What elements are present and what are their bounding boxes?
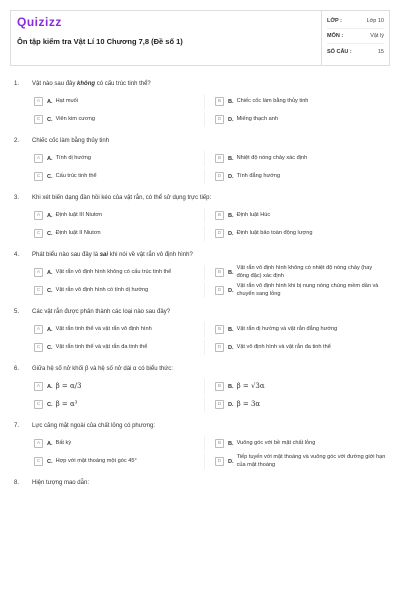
answer-option-a[interactable]	[34, 322, 205, 337]
option-text: Định luật II Niutơn	[55, 229, 101, 236]
option-letter-box: A	[34, 154, 43, 163]
option-text: β = α/3	[55, 381, 82, 390]
option-key: B.	[228, 326, 234, 333]
option-letter-box: C	[34, 172, 43, 181]
option-text: β = 3α	[236, 399, 261, 408]
option-key: D.	[228, 287, 234, 294]
option-letter-box: D	[215, 457, 224, 466]
answer-option-d[interactable]	[215, 112, 386, 127]
question-head	[14, 78, 386, 90]
option-text: Hợp với mặt thoáng một góc 45°	[55, 457, 137, 464]
question-text-pre: Hiện tượng mao dẫn:	[32, 480, 89, 487]
answer-option-b[interactable]	[215, 151, 386, 166]
option-letter-box: A	[34, 211, 43, 220]
option-key: A.	[47, 383, 53, 390]
option-text: Miếng thạch anh	[236, 115, 278, 122]
option-key: C.	[47, 344, 53, 351]
option-key: A.	[47, 440, 53, 447]
option-key: D.	[228, 173, 234, 180]
option-key: A.	[47, 155, 53, 162]
option-letter-box: D	[215, 400, 224, 409]
option-letter-box: C	[34, 229, 43, 238]
question-head	[14, 420, 386, 432]
option-text: β = √3α	[236, 381, 265, 390]
answer-option-c[interactable]	[34, 226, 205, 241]
option-key: C.	[47, 287, 53, 294]
question-head	[14, 135, 386, 147]
option-key: C.	[47, 173, 53, 180]
option-text: Nhiệt độ nóng chảy xác định	[236, 154, 308, 161]
option-letter-box: B	[215, 325, 224, 334]
meta-value: 15	[377, 48, 384, 55]
question-text-pre: Vật nào sau đây	[32, 81, 78, 87]
question-text-pre: Khi xét biến dạng đàn hồi kéo của vật rắn, có thể sử dụng trực tiếp:	[32, 195, 212, 201]
question-text-emphasis: không	[77, 81, 96, 87]
question-text-pre: Chiếc cốc làm bằng thủy tinh	[32, 138, 110, 144]
option-text: Cấu trúc tinh thể	[55, 172, 97, 179]
meta-value: Lớp 10	[366, 18, 384, 24]
option-text: Tính dị hướng	[55, 154, 91, 161]
question-head	[14, 363, 386, 375]
question-head	[14, 249, 386, 261]
answer-options	[34, 322, 386, 355]
answer-option-d[interactable]	[215, 397, 386, 412]
question	[14, 135, 386, 184]
option-text: Vật rắn dị hướng và vật rắn đẳng hướng	[236, 325, 338, 332]
answer-option-d[interactable]	[215, 283, 386, 298]
worksheet-header	[10, 10, 390, 66]
option-letter-box: A	[34, 325, 43, 334]
option-letter-box: B	[215, 154, 224, 163]
option-text: Vật vô định hình và vật rắn đa tinh thể	[236, 343, 331, 350]
option-key: A.	[47, 326, 53, 333]
header-title-area	[11, 11, 321, 65]
answer-option-a[interactable]	[34, 436, 205, 451]
answer-option-a[interactable]	[34, 208, 205, 223]
question-text-post: có cấu trúc tinh thể?	[95, 81, 151, 87]
question-list	[14, 78, 386, 489]
option-key: D.	[228, 401, 234, 408]
answer-option-c[interactable]	[34, 397, 205, 412]
meta-row	[327, 14, 384, 29]
answer-options	[34, 436, 386, 469]
answer-option-b[interactable]	[215, 379, 386, 394]
option-key: C.	[47, 458, 53, 465]
answer-option-a[interactable]	[34, 151, 205, 166]
option-text: Định luật Húc	[236, 211, 271, 218]
question-number: 7.	[14, 423, 20, 430]
question	[14, 363, 386, 412]
option-key: B.	[228, 269, 234, 276]
question-text	[32, 252, 386, 258]
option-text: Chiếc cốc làm bằng thủy tinh	[236, 97, 309, 104]
question-head	[14, 192, 386, 204]
answer-option-a[interactable]	[34, 379, 205, 394]
option-text: Vuông góc với bề mặt chất lỏng	[236, 439, 316, 446]
question	[14, 192, 386, 241]
option-text: β = α³	[55, 399, 78, 408]
question	[14, 477, 386, 489]
meta-label: SỐ CÂU :	[327, 48, 352, 55]
option-letter-box: A	[34, 97, 43, 106]
worksheet-meta	[321, 11, 389, 65]
option-letter-box: A	[34, 268, 43, 277]
option-letter-box: C	[34, 400, 43, 409]
option-text: Định luật bảo toàn động lượng	[236, 229, 313, 236]
question-text-emphasis: sai	[99, 252, 109, 258]
option-text: Vật rắn vô định hình không có nhiệt độ nóng chảy (hay đông đặc) xác định	[236, 265, 373, 279]
question-text-pre: Các vật rắn được phân thành các loại nào sau đây?	[32, 309, 171, 316]
question-text-pre: Giữa hệ số nở khối β và hệ số nở dài α có biểu thức:	[32, 366, 173, 373]
option-key: B.	[228, 440, 234, 447]
option-text: Bất kỳ	[55, 439, 72, 446]
question	[14, 420, 386, 469]
option-letter-box: B	[215, 268, 224, 277]
question-number: 4.	[14, 252, 20, 258]
option-text: Vật rắn tinh thể và vật rắn đa tinh thể	[55, 343, 148, 350]
option-text: Tính đẳng hướng	[236, 172, 281, 179]
question-text	[32, 309, 386, 315]
option-letter-box: A	[34, 382, 43, 391]
option-letter-box: D	[215, 229, 224, 238]
question-number: 5.	[14, 309, 20, 316]
worksheet-title: Ôn tập kiểm tra Vật Lí 10 Chương 7,8 (Đề số 1)	[17, 37, 183, 46]
question-head	[14, 477, 386, 489]
option-key: B.	[228, 212, 234, 219]
question-head	[14, 306, 386, 318]
question-number: 3.	[14, 195, 20, 201]
option-text: Vật rắn vô định hình khi bị nung nóng chúng mềm dần và chuyển sang lỏng	[236, 283, 379, 297]
question-text	[32, 366, 386, 372]
question-text	[32, 195, 386, 201]
option-key: D.	[228, 344, 234, 351]
question	[14, 249, 386, 298]
meta-label: MÔN :	[327, 33, 344, 39]
answer-options	[34, 265, 386, 298]
option-letter-box: D	[215, 286, 224, 295]
option-key: D.	[228, 458, 234, 465]
answer-option-c[interactable]	[34, 454, 205, 469]
answer-option-d[interactable]	[215, 454, 386, 469]
question-number: 6.	[14, 366, 20, 373]
answer-option-c[interactable]	[34, 112, 205, 127]
answer-option-b[interactable]	[215, 436, 386, 451]
answer-option-d[interactable]	[215, 226, 386, 241]
option-text: Vật rắn tinh thể và vật rắn vô định hình	[55, 325, 152, 332]
answer-option-d[interactable]	[215, 340, 386, 355]
question-text	[32, 480, 386, 486]
question-text-pre: Lực căng mặt ngoài của chất lỏng có phương:	[32, 423, 156, 430]
option-text: Viên kim cương	[55, 115, 95, 122]
option-letter-box: C	[34, 457, 43, 466]
answer-options	[34, 208, 386, 241]
question	[14, 306, 386, 355]
option-letter-box: B	[215, 382, 224, 391]
quizizz-logo: Quizizz	[17, 15, 62, 29]
question	[14, 78, 386, 127]
option-letter-box: A	[34, 439, 43, 448]
question-number: 8.	[14, 480, 20, 487]
option-text: Định luật III Niutơn	[55, 211, 103, 218]
option-key: B.	[228, 383, 234, 390]
option-letter-box: C	[34, 115, 43, 124]
option-text: Vật rắn vô định hình có tính dị hướng	[55, 286, 149, 293]
option-letter-box: D	[215, 115, 224, 124]
option-key: A.	[47, 98, 53, 105]
question-text-pre: Phát biểu nào sau đây là	[32, 252, 100, 258]
option-key: D.	[228, 230, 234, 237]
answer-options	[34, 94, 386, 127]
option-letter-box: C	[34, 343, 43, 352]
answer-option-c[interactable]	[34, 340, 205, 355]
option-key: C.	[47, 401, 53, 408]
answer-option-d[interactable]	[215, 169, 386, 184]
answer-option-b[interactable]	[215, 322, 386, 337]
answer-option-a[interactable]	[34, 265, 205, 280]
option-letter-box: D	[215, 172, 224, 181]
meta-row	[327, 29, 384, 44]
question-text	[32, 138, 386, 144]
option-letter-box: D	[215, 343, 224, 352]
answer-option-b[interactable]	[215, 265, 386, 280]
answer-option-a[interactable]	[34, 94, 205, 109]
option-key: D.	[228, 116, 234, 123]
option-key: C.	[47, 230, 53, 237]
meta-label: LỚP :	[327, 18, 342, 24]
answer-option-b[interactable]	[215, 94, 386, 109]
meta-value: Vật lý	[370, 33, 384, 39]
answer-option-b[interactable]	[215, 208, 386, 223]
option-letter-box: B	[215, 211, 224, 220]
question-number: 1.	[14, 81, 20, 87]
option-key: C.	[47, 116, 53, 123]
option-text: Hạt muối	[55, 97, 78, 104]
answer-options	[34, 379, 386, 412]
option-letter-box: C	[34, 286, 43, 295]
answer-option-c[interactable]	[34, 169, 205, 184]
option-key: A.	[47, 212, 53, 219]
question-text	[32, 81, 386, 87]
option-key: B.	[228, 98, 234, 105]
option-text: Vật rắn vô định hình không có cấu trúc tinh thể	[55, 268, 172, 275]
option-letter-box: B	[215, 439, 224, 448]
question-text	[32, 423, 386, 429]
question-text-post: khi nói về vật rắn vô định hình?	[108, 252, 193, 258]
answer-options	[34, 151, 386, 184]
option-key: A.	[47, 269, 53, 276]
option-text: Tiếp tuyến với mặt thoáng và vuông góc với đường giới hạn của mặt thoáng	[236, 454, 386, 468]
option-letter-box: B	[215, 97, 224, 106]
option-key: B.	[228, 155, 234, 162]
answer-option-c[interactable]	[34, 283, 205, 298]
meta-row	[327, 44, 384, 59]
question-number: 2.	[14, 138, 20, 144]
